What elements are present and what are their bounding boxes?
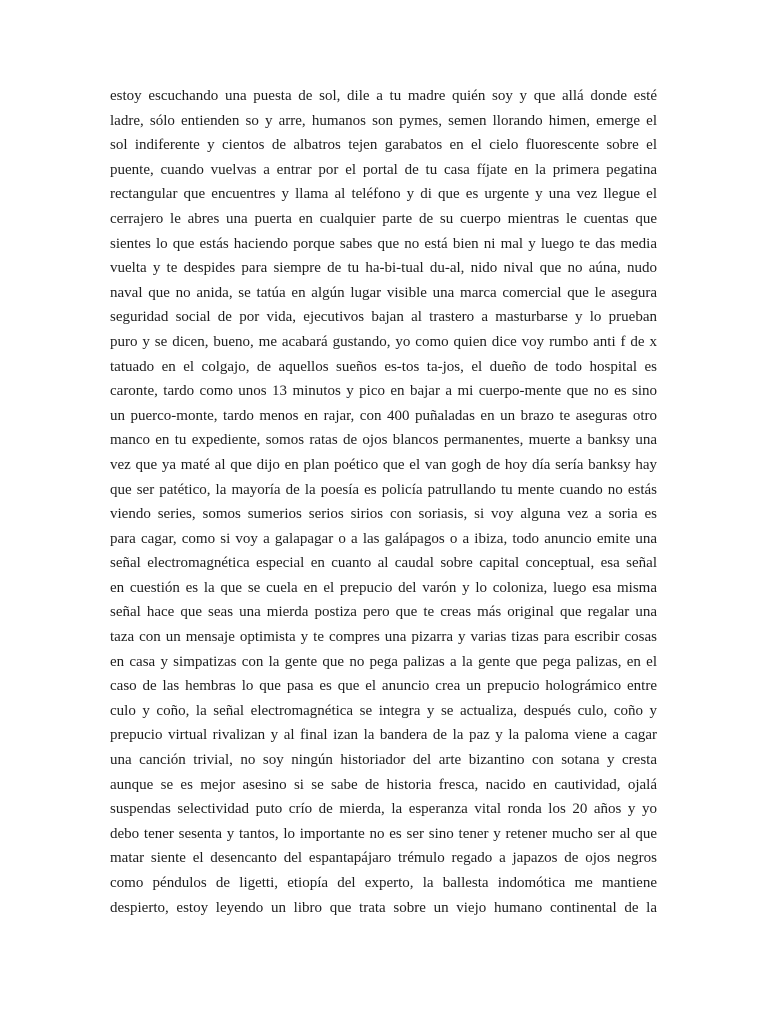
text-line: caronte, tardo como unos 13 minutos y pico en bajar a mi cuerpo-mente que no es sino (110, 383, 657, 400)
text-line: para cagar, como si voy a galapagar o a las galápagos o a ibiza, todo anuncio emite una (110, 530, 657, 547)
text-line: cerrajero le abres una puerta en cualquier parte de su cuerpo mientras le cuentas que (110, 210, 657, 227)
text-line: puro y se dicen, bueno, me acabará gustando, yo como quien dice voy rumbo anti f de x (110, 333, 657, 350)
text-line: que ser patético, la mayoría de la poesía es policía patrullando tu mente cuando no estás (110, 481, 657, 498)
text-line: vez que ya maté al que dijo en plan poético que el van gogh de hoy día sería banksy hay (110, 456, 657, 473)
text-line: suspendas selectividad puto crío de mierda, la esperanza vital ronda los 20 años y yo (110, 801, 657, 818)
text-line: matar siente el desencanto del espantapájaro trémulo regado a japazos de ojos negros (110, 850, 657, 867)
text-line: manco en tu expediente, somos ratas de ojos blancos permanentes, muerte a banksy una (110, 432, 657, 449)
text-line: seguridad social de por vida, ejecutivos bajan al trastero a masturbarse y lo prueban (110, 309, 657, 326)
text-line: señal hace que seas una mierda postiza pero que te creas más original que regalar una (110, 604, 657, 621)
text-line: una canción trivial, no soy ningún historiador del arte bizantino con sotana y cresta (110, 752, 657, 769)
text-line: tatuado en el colgajo, de aquellos sueños es-tos ta-jos, el dueño de todo hospital es (110, 358, 657, 375)
text-line: prepucio virtual rivalizan y al final izan la bandera de la paz y la paloma viene a cagar (110, 727, 657, 744)
text-line: despierto, estoy leyendo un libro que trata sobre un viejo humano continental de la (110, 899, 657, 916)
text-line: puente, cuando vuelvas a entrar por el portal de tu casa fíjate en la primera pegatina (110, 161, 657, 178)
text-line: caso de las hembras lo que pasa es que el anuncio crea un prepucio holográmico entre (110, 678, 657, 695)
text-line: debo tener sesenta y tantos, lo importante no es ser sino tener y retener mucho ser al que (110, 825, 657, 842)
text-line: un puerco-monte, tardo menos en rajar, con 400 puñaladas en un brazo te aseguras otro (110, 407, 657, 424)
text-line: vuelta y te despides para siempre de tu ha-bi-tual du-al, nido nival que no aúna, nudo (110, 260, 657, 277)
body-text (110, 84, 657, 920)
text-line: rectangular que encuentres y llama al teléfono y di que es urgente y una vez llegue el (110, 186, 657, 203)
text-line: aunque se es mejor asesino si se sabe de historia fresca, nacido en cautividad, ojalá (110, 776, 657, 793)
text-line: señal electromagnética especial en cuanto al caudal sobre capital conceptual, esa señal (110, 555, 657, 572)
text-line: sientes lo que estás haciendo porque sabes que no está bien ni mal y luego te das media (110, 235, 657, 252)
text-line: en cuestión es la que se cuela en el prepucio del varón y lo coloniza, luego esa misma (110, 579, 657, 596)
text-line: viendo series, somos sumerios serios sirios con soriasis, si voy alguna vez a soria es (110, 506, 657, 523)
text-line: taza con un mensaje optimista y te compres una pizarra y varias tizas para escribir cosas (110, 629, 657, 646)
text-line: naval que no anida, se tatúa en algún lugar visible una marca comercial que le asegura (110, 284, 657, 301)
text-line: ladre, sólo entienden so y arre, humanos son pymes, semen llorando himen, emerge el (110, 112, 657, 129)
text-line: culo y coño, la señal electromagnética se integra y se actualiza, después culo, coño y (110, 702, 657, 719)
text-line: sol indiferente y cientos de albatros tejen garabatos en el cielo fluorescente sobre el (110, 137, 657, 154)
text-line: en casa y simpatizas con la gente que no pega palizas a la gente que pega palizas, en el (110, 653, 657, 670)
text-line: estoy escuchando una puesta de sol, dile a tu madre quién soy y que allá donde esté (110, 88, 657, 104)
text-line: como péndulos de ligetti, etiopía del experto, la ballesta indomótica me mantiene (110, 875, 657, 891)
